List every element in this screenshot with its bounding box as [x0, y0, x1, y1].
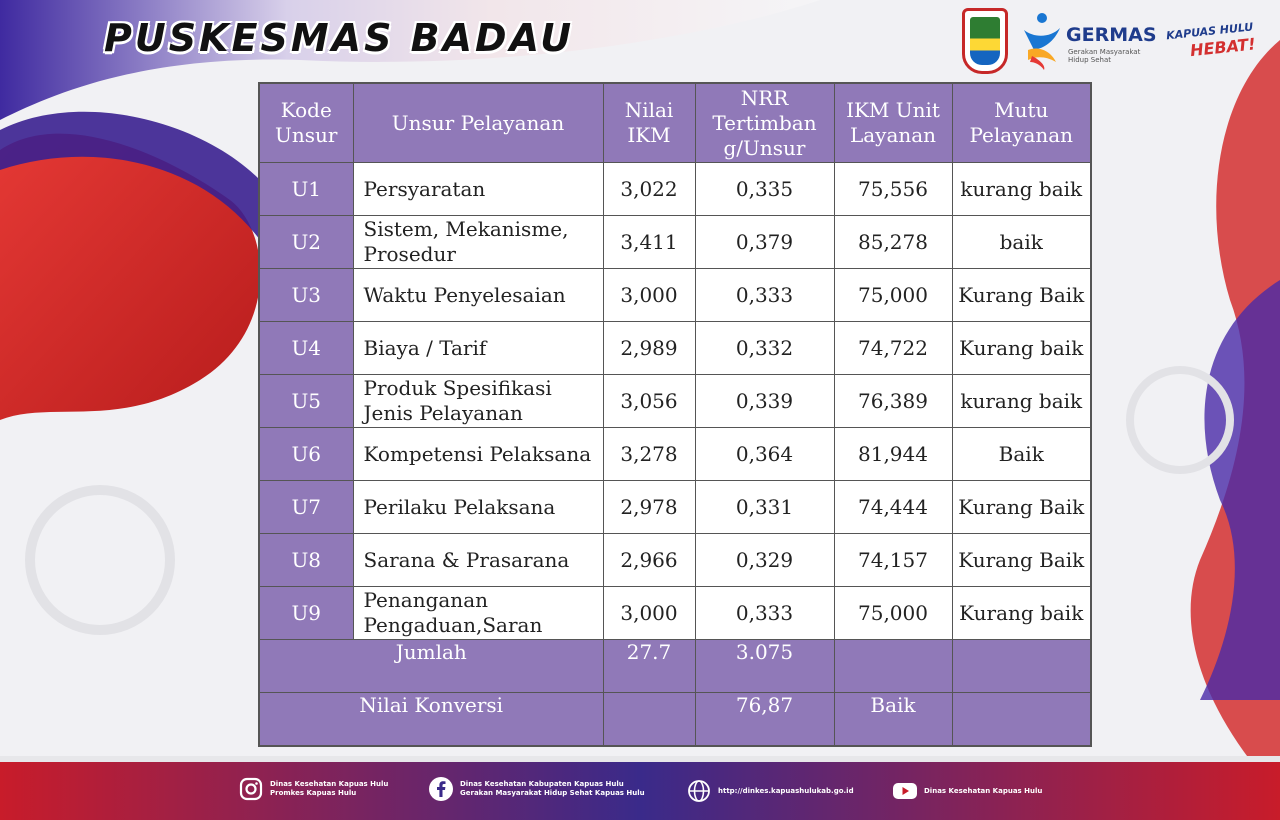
konversi-mutu-empty [952, 693, 1091, 747]
jumlah-mutu-empty [952, 640, 1091, 693]
website-url: http://dinkes.kapuashulukab.go.id [718, 786, 854, 795]
table-row [259, 163, 1091, 216]
cell-nilai: 3,411 [603, 216, 695, 269]
cell-kode: U6 [259, 428, 353, 481]
header-nilai: Nilai IKM [603, 83, 695, 163]
cell-unsur: Sarana & Prasarana [353, 534, 603, 587]
header-kode: Kode Unsur [259, 83, 353, 163]
cell-ikm: 75,000 [834, 587, 952, 640]
konversi-ikm: Baik [834, 693, 952, 747]
cell-ikm: 74,157 [834, 534, 952, 587]
cell-nrr: 0,339 [695, 375, 834, 428]
konversi-label: Nilai Konversi [259, 693, 603, 747]
cell-unsur: Waktu Penyelesaian [353, 269, 603, 322]
cell-nilai: 3,000 [603, 269, 695, 322]
cell-ikm: 74,722 [834, 322, 952, 375]
cell-ikm: 75,556 [834, 163, 952, 216]
cell-kode: U7 [259, 481, 353, 534]
germas-title: GERMAS [1066, 24, 1157, 46]
footer [0, 762, 1280, 820]
jumlah-row [259, 640, 1091, 693]
cell-mutu: Baik [952, 428, 1091, 481]
cell-mutu: kurang baik [952, 163, 1091, 216]
facebook-line2: Gerakan Masyarakat Hidup Sehat Kapuas Hulu [460, 789, 645, 797]
cell-ikm: 74,444 [834, 481, 952, 534]
table-row [259, 269, 1091, 322]
cell-nilai: 2,966 [603, 534, 695, 587]
footer-youtube[interactable] [892, 778, 1042, 804]
regency-crest-icon [962, 8, 1008, 74]
cell-kode: U4 [259, 322, 353, 375]
page-title: PUSKESMAS BADAU [104, 16, 575, 60]
table-row [259, 375, 1091, 428]
instagram-line2: Promkes Kapuas Hulu [270, 789, 357, 797]
cell-unsur: Perilaku Pelaksana [353, 481, 603, 534]
konversi-row [259, 693, 1091, 747]
table-row [259, 428, 1091, 481]
jumlah-nrr: 3.075 [695, 640, 834, 693]
cell-kode: U8 [259, 534, 353, 587]
header-nrr: NRR Tertimban g/Unsur [695, 83, 834, 163]
cell-mutu: kurang baik [952, 375, 1091, 428]
konversi-nilai-empty [603, 693, 695, 747]
konversi-nrr: 76,87 [695, 693, 834, 747]
cell-nrr: 0,333 [695, 269, 834, 322]
cell-nilai: 3,056 [603, 375, 695, 428]
header-mutu: Mutu Pelayanan [952, 83, 1091, 163]
cell-ikm: 75,000 [834, 269, 952, 322]
table-row [259, 587, 1091, 640]
germas-subtitle: Gerakan Masyarakat Hidup Sehat [1068, 48, 1141, 64]
header-unsur: Unsur Pelayanan [353, 83, 603, 163]
cell-unsur: Biaya / Tarif [353, 322, 603, 375]
logo-group [958, 6, 1272, 78]
youtube-icon [892, 778, 918, 804]
germas-logo-icon [1020, 10, 1064, 70]
cell-mutu: Kurang baik [952, 587, 1091, 640]
cell-nilai: 2,978 [603, 481, 695, 534]
cell-nrr: 0,379 [695, 216, 834, 269]
kapuas-hulu-hebat-logo [1165, 20, 1270, 64]
cell-mutu: Kurang Baik [952, 481, 1091, 534]
table-header-row [259, 83, 1091, 163]
cell-mutu: Kurang baik [952, 322, 1091, 375]
cell-nrr: 0,329 [695, 534, 834, 587]
cell-nilai: 3,000 [603, 587, 695, 640]
cell-kode: U9 [259, 587, 353, 640]
jumlah-label: Jumlah [259, 640, 603, 693]
cell-unsur: Kompetensi Pelaksana [353, 428, 603, 481]
table-row [259, 322, 1091, 375]
cell-mutu: baik [952, 216, 1091, 269]
cell-ikm: 85,278 [834, 216, 952, 269]
cell-ikm: 81,944 [834, 428, 952, 481]
jumlah-ikm-empty [834, 640, 952, 693]
kh-logo-line1: KAPUAS HULU [1165, 20, 1254, 43]
cell-nrr: 0,331 [695, 481, 834, 534]
cell-mutu: Kurang Baik [952, 269, 1091, 322]
cell-ikm: 76,389 [834, 375, 952, 428]
cell-kode: U2 [259, 216, 353, 269]
cell-nrr: 0,332 [695, 322, 834, 375]
cell-nrr: 0,364 [695, 428, 834, 481]
globe-icon [686, 778, 712, 804]
cell-nilai: 3,278 [603, 428, 695, 481]
jumlah-nilai: 27.7 [603, 640, 695, 693]
cell-unsur: Penanganan Pengaduan,Saran [353, 587, 603, 640]
cell-kode: U3 [259, 269, 353, 322]
cell-nilai: 2,989 [603, 322, 695, 375]
header-ikm-unit: IKM Unit Layanan [834, 83, 952, 163]
table-row [259, 481, 1091, 534]
table-row [259, 216, 1091, 269]
cell-mutu: Kurang Baik [952, 534, 1091, 587]
ikm-table [258, 82, 1092, 747]
footer-website[interactable] [686, 778, 854, 804]
cell-nrr: 0,333 [695, 587, 834, 640]
cell-nrr: 0,335 [695, 163, 834, 216]
instagram-icon [238, 776, 264, 802]
cell-kode: U1 [259, 163, 353, 216]
footer-instagram[interactable] [238, 776, 388, 802]
instagram-line1: Dinas Kesehatan Kapuas Hulu [270, 780, 389, 788]
cell-nilai: 3,022 [603, 163, 695, 216]
kh-logo-line2: HEBAT! [1189, 34, 1257, 61]
cell-unsur: Persyaratan [353, 163, 603, 216]
cell-unsur: Produk Spesifikasi Jenis Pelayanan [353, 375, 603, 428]
cell-kode: U5 [259, 375, 353, 428]
facebook-icon [428, 776, 454, 802]
cell-unsur: Sistem, Mekanisme, Prosedur [353, 216, 603, 269]
youtube-label: Dinas Kesehatan Kapuas Hulu [924, 786, 1043, 795]
footer-facebook[interactable] [428, 776, 645, 802]
facebook-line1: Dinas Kesehatan Kabupaten Kapuas Hulu [460, 780, 624, 788]
table-row [259, 534, 1091, 587]
